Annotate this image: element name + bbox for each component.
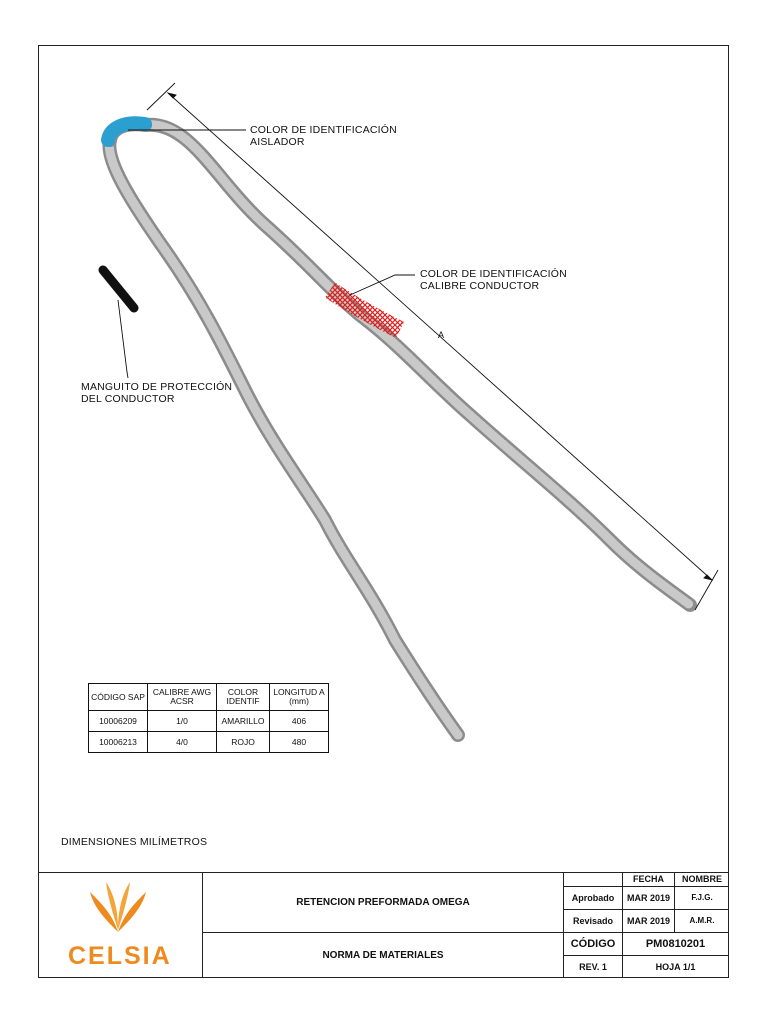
col-calibre: CALIBRE AWG ACSR <box>148 684 217 711</box>
conductor-note-line1: COLOR DE IDENTIFICACIÓN <box>420 268 567 280</box>
col-longitud: LONGITUD A (mm) <box>270 684 329 711</box>
approved-name: F.J.G. <box>691 893 713 902</box>
reviewed-label: Revisado <box>572 915 614 926</box>
units-note: DIMENSIONES MILÍMETROS <box>61 836 208 848</box>
code-value: PM0810201 <box>645 937 706 950</box>
sleeve-note-line2: DEL CONDUCTOR <box>81 393 175 405</box>
reviewed-date: MAR 2019 <box>626 915 671 926</box>
cell-length: 406 <box>270 711 329 732</box>
insulator-note-line2: AISLADOR <box>250 136 305 148</box>
cell-length: 480 <box>270 732 329 753</box>
drawing-subtitle: NORMA DE MATERIALES <box>322 949 444 961</box>
spec-header-row <box>89 684 329 711</box>
cell-color: AMARILLO <box>217 711 270 732</box>
sheet-label: HOJA 1/1 <box>655 961 696 972</box>
celsia-logo-icon <box>86 880 150 938</box>
conductor-note-line2: CALIBRE CONDUCTOR <box>420 280 540 292</box>
cell-gauge: 1/0 <box>148 711 217 732</box>
table-row <box>89 732 329 753</box>
col-codigo-sap: CÓDIGO SAP <box>89 684 148 711</box>
dimension-a-label: A <box>438 330 445 340</box>
table-row <box>89 711 329 732</box>
cell-code: 10006213 <box>89 732 148 753</box>
nombre-header: NOMBRE <box>682 874 722 884</box>
spec-table <box>88 683 329 753</box>
cell-gauge: 4/0 <box>148 732 217 753</box>
sleeve-note-line1: MANGUITO DE PROTECCIÓN <box>81 381 233 393</box>
approved-label: Aprobado <box>571 892 615 903</box>
company-name: CELSIA <box>68 942 172 970</box>
sleeve-note <box>81 381 232 405</box>
fecha-header: FECHA <box>633 874 664 884</box>
conductor-color-note <box>420 268 567 292</box>
revision-label: REV. 1 <box>579 961 607 972</box>
code-label: CÓDIGO <box>570 937 616 950</box>
col-color: COLOR IDENTIF <box>217 684 270 711</box>
approved-date: MAR 2019 <box>626 892 671 903</box>
insulator-note-line1: COLOR DE IDENTIFICACIÓN <box>250 124 397 136</box>
left-leg-rod <box>109 140 458 735</box>
insulator-color-note <box>250 124 397 148</box>
reviewed-name: A.M.R. <box>689 916 715 925</box>
cell-code: 10006209 <box>89 711 148 732</box>
cell-color: ROJO <box>217 732 270 753</box>
drawing-title: RETENCION PREFORMADA OMEGA <box>296 896 470 908</box>
